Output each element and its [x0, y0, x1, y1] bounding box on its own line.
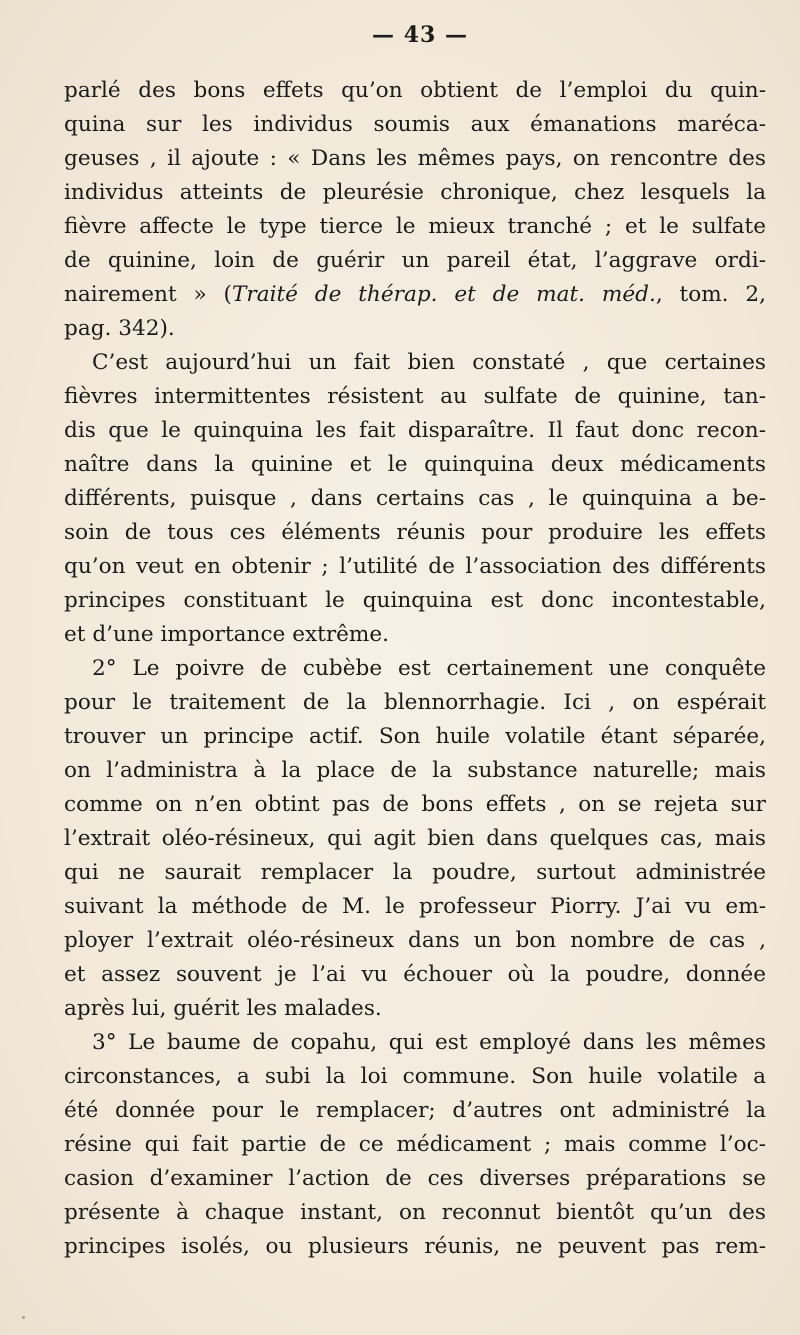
text-line: parlé des bons effets qu’on obtient de l’emploi du quin- — [64, 78, 766, 103]
page-number: — 43 — — [372, 22, 468, 48]
text-line: principes constituant le quinquina est donc incontestable, — [64, 588, 766, 613]
text-line: et assez souvent je l’ai vu échouer où la poudre, donnée — [64, 962, 766, 987]
text-line: présente à chaque instant, on reconnut bientôt qu’un des — [64, 1200, 766, 1225]
paragraph-start: C’est aujourd’hui un fait bien constaté , que certaines — [92, 350, 766, 375]
text-line: circonstances, a subi la loi commune. Son huile volatile a — [64, 1064, 766, 1089]
text-line: de quinine, loin de guérir un pareil état, l’aggrave ordi- — [64, 248, 766, 273]
text-line: pag. 342). — [64, 316, 175, 341]
paper-speck — [22, 1316, 25, 1319]
text-line: soin de tous ces éléments réunis pour produire les effets — [64, 520, 766, 545]
text-line: pour le traitement de la blennorrhagie. Ici , on espérait — [64, 690, 766, 715]
text-line: comme on n’en obtint pas de bons effets , on se rejeta sur — [64, 792, 766, 817]
text-line: fièvre affecte le type tierce le mieux tranché ; et le sulfate — [64, 214, 766, 239]
text-line: suivant la méthode de M. le professeur Piorry. J’ai vu em- — [64, 894, 766, 919]
text-line: ployer l’extrait oléo-résineux dans un bon nombre de cas , — [64, 928, 766, 953]
text-line: après lui, guérit les malades. — [64, 996, 382, 1021]
body-text — [64, 74, 766, 1264]
text-line: geuses , il ajoute : « Dans les mêmes pays, on rencontre des — [64, 146, 766, 171]
text-line: trouver un principe actif. Son huile volatile étant séparée, — [64, 724, 766, 749]
text-line: on l’administra à la place de la substance naturelle; mais — [64, 758, 766, 783]
citation-open: nairement » ( — [64, 282, 232, 307]
text-line: l’extrait oléo-résineux, qui agit bien dans quelques cas, mais — [64, 826, 766, 851]
text-line: qu’on veut en obtenir ; l’utilité de l’association des différents — [64, 554, 766, 579]
text-line-with-citation — [64, 278, 766, 312]
text-line: été donnée pour le remplacer; d’autres ont administré la — [64, 1098, 766, 1123]
text-line: naître dans la quinine et le quinquina deux médicaments — [64, 452, 766, 477]
text-line: individus atteints de pleurésie chronique, chez lesquels la — [64, 180, 766, 205]
text-line: résine qui fait partie de ce médicament ; mais comme l’oc- — [64, 1132, 766, 1157]
text-line: fièvres intermittentes résistent au sulfate de quinine, tan- — [64, 384, 766, 409]
text-line: dis que le quinquina les fait disparaître. Il faut donc recon- — [64, 418, 766, 443]
text-line: casion d’examiner l’action de ces diverses préparations se — [64, 1166, 766, 1191]
text-line: différents, puisque , dans certains cas , le quinquina a be- — [64, 486, 766, 511]
paragraph-start: 2° Le poivre de cubèbe est certainement une conquête — [92, 656, 766, 681]
text-line: principes isolés, ou plusieurs réunis, ne peuvent pas rem- — [64, 1234, 766, 1259]
citation-close: , tom. 2, — [655, 282, 766, 307]
text-line: qui ne saurait remplacer la poudre, surtout administrée — [64, 860, 766, 885]
paragraph-start: 3° Le baume de copahu, qui est employé dans les mêmes — [92, 1030, 766, 1055]
text-line: quina sur les individus soumis aux émanations maréca- — [64, 112, 766, 137]
citation-title: Traité de thérap. et de mat. méd. — [231, 282, 656, 307]
text-line: et d’une importance extrême. — [64, 622, 390, 647]
